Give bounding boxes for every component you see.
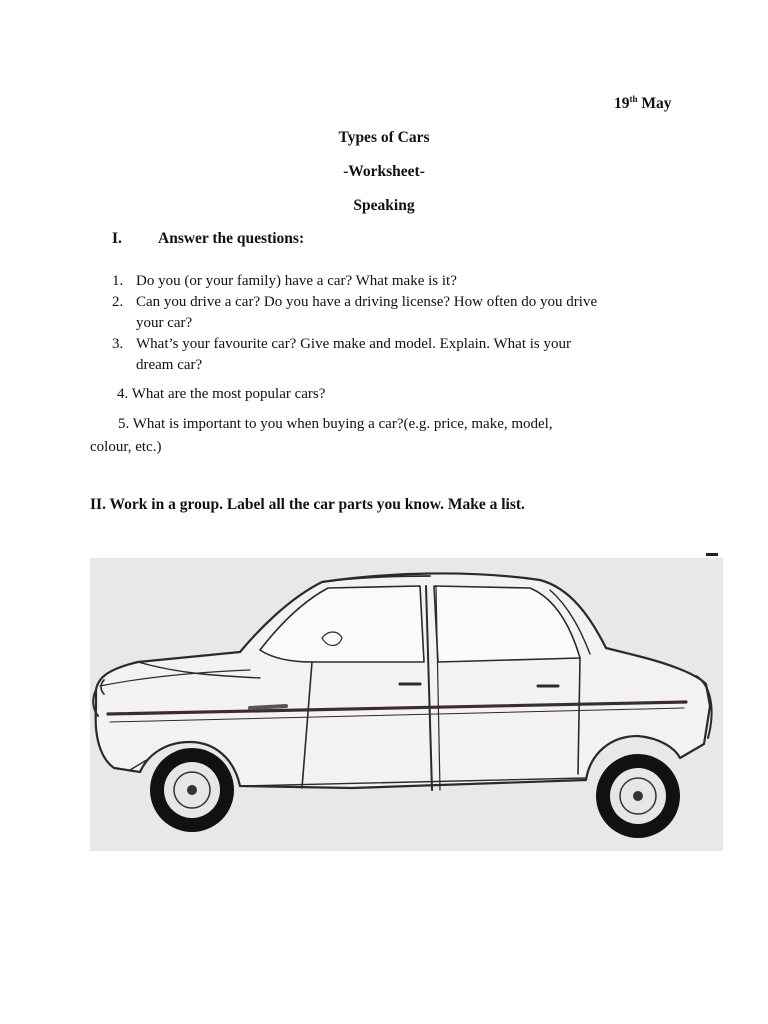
section-name: Speaking [353, 197, 415, 214]
question-text: 4. What are the most popular cars? [117, 386, 326, 402]
car-illustration-frame [90, 558, 723, 851]
car-illustration-icon [90, 558, 723, 851]
question-text: What’s your favourite car? Give make and model. Explain. What is your [136, 336, 571, 352]
question-text: Do you (or your family) have a car? What make is it? [136, 273, 457, 289]
question-text-continued: colour, etc.) [90, 439, 162, 455]
stray-dash-mark [706, 553, 718, 556]
worksheet-title: Types of Cars [338, 129, 430, 146]
rear-wheel [596, 754, 680, 838]
front-wheel [150, 748, 234, 832]
question-text-continued: dream car? [136, 357, 203, 373]
question-number: 3. [112, 336, 124, 352]
section-one-heading: Answer the questions: [158, 230, 305, 247]
section-one-numeral: I. [112, 230, 122, 247]
question-number: 1. [112, 273, 124, 289]
worksheet-subtitle: -Worksheet- [343, 163, 425, 180]
question-number: 2. [112, 294, 124, 310]
question-text-continued: your car? [136, 315, 193, 331]
section-two-heading: II. Work in a group. Label all the car parts you know. Make a list. [90, 496, 525, 513]
question-text: 5. What is important to you when buying a car?(e.g. price, make, model, [118, 416, 553, 432]
worksheet-date: 19th May [614, 94, 672, 112]
question-text: Can you drive a car? Do you have a driving license? How often do you drive [136, 294, 598, 310]
